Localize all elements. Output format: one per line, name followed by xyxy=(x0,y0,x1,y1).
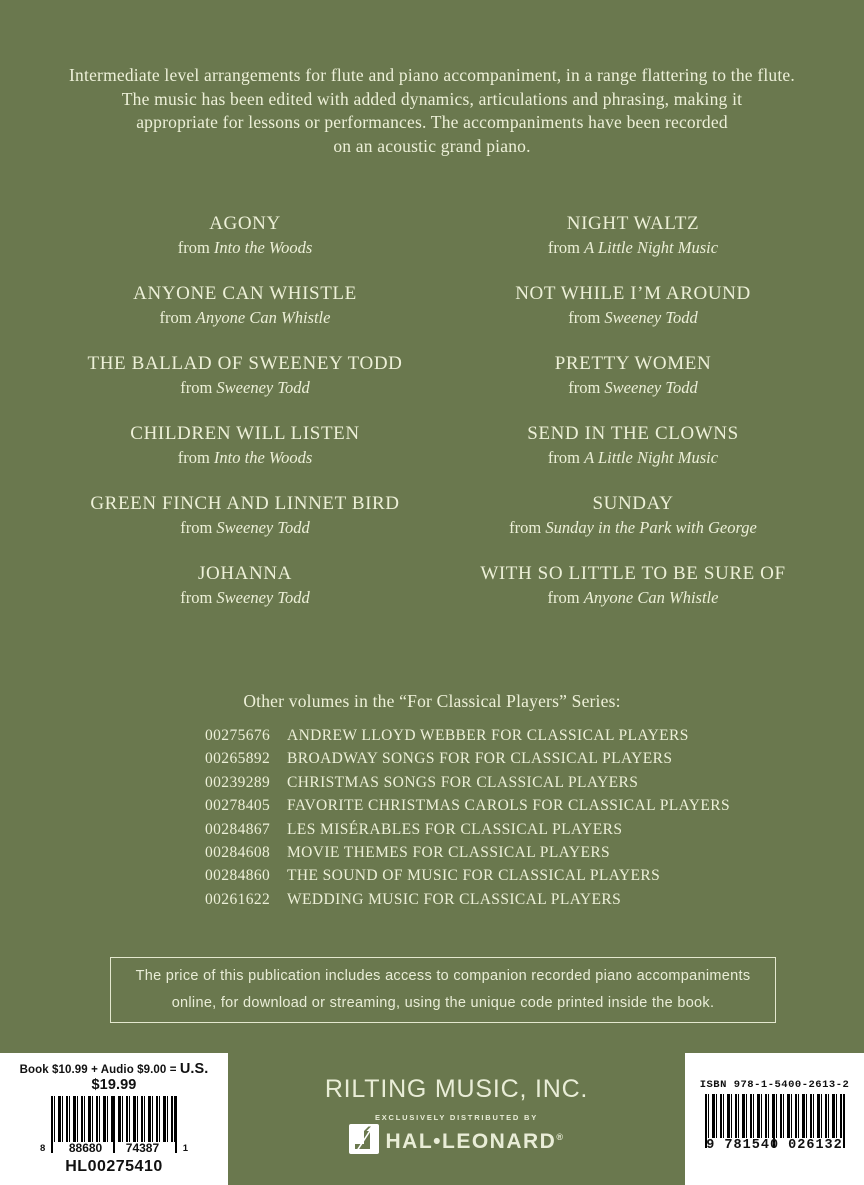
show-name: Sunday in the Park with George xyxy=(545,518,757,537)
song-title: ANYONE CAN WHISTLE xyxy=(133,283,357,304)
song-title: JOHANNA xyxy=(198,563,292,584)
series-title: WEDDING MUSIC FOR CLASSICAL PLAYERS xyxy=(287,890,622,908)
hl-catalog-number: HL00275410 xyxy=(65,1158,163,1175)
series-item xyxy=(205,747,864,770)
show-name: Sweeney Todd xyxy=(216,378,310,397)
show-name: Sweeney Todd xyxy=(216,588,310,607)
intro-line: on an acoustic grand piano. xyxy=(333,135,531,156)
song-item xyxy=(443,212,823,260)
song-list xyxy=(0,212,864,632)
isbn-label: ISBN 978-1-5400-2613-2 xyxy=(699,1079,850,1091)
song-source xyxy=(443,586,823,610)
song-source xyxy=(443,516,823,540)
series-title: FAVORITE CHRISTMAS CAROLS FOR CLASSICAL PLAYERS xyxy=(287,797,730,815)
notice-line: The price of this publication includes access to companion recorded piano accompaniments xyxy=(135,968,751,985)
from-label: from xyxy=(180,518,213,537)
series-title: ANDREW LLOYD WEBBER FOR CLASSICAL PLAYERS xyxy=(287,727,689,744)
publisher-name: RILTING MUSIC, INC. xyxy=(324,1075,589,1103)
upc-digits xyxy=(39,1141,189,1155)
upc-group: 74387 xyxy=(125,1141,160,1155)
from-label: from xyxy=(547,238,580,257)
song-source xyxy=(55,446,435,470)
price-label xyxy=(0,1061,228,1093)
from-label: from xyxy=(547,588,580,607)
price-total: U.S. $19.99 xyxy=(91,1061,209,1093)
show-name: Into the Woods xyxy=(213,238,313,257)
show-name: Anyone Can Whistle xyxy=(195,308,331,327)
song-title: GREEN FINCH AND LINNET BIRD xyxy=(90,493,400,514)
intro-line: Intermediate level arrangements for flute and piano accompaniment, in a range flattering to the flute. xyxy=(69,65,795,85)
series-code: 00284867 xyxy=(205,820,271,838)
series-title: BROADWAY SONGS FOR FOR CLASSICAL PLAYERS xyxy=(287,750,673,768)
hal-leonard-logo-icon xyxy=(349,1124,379,1159)
show-name: Sweeney Todd xyxy=(216,518,310,537)
song-list-left-column xyxy=(55,212,435,632)
song-source xyxy=(55,586,435,610)
series-title: THE SOUND OF MUSIC FOR CLASSICAL PLAYERS xyxy=(287,867,661,885)
series-item xyxy=(205,841,864,864)
distribution-label: EXCLUSIVELY DISTRIBUTED BY xyxy=(374,1113,539,1122)
from-label: from xyxy=(177,238,210,257)
series-code: 00265892 xyxy=(205,750,271,768)
series-item xyxy=(205,818,864,841)
from-label: from xyxy=(547,448,580,467)
song-item xyxy=(55,282,435,330)
from-label: from xyxy=(509,518,542,537)
series-item xyxy=(205,724,864,747)
show-name: Into the Woods xyxy=(213,448,313,467)
song-item xyxy=(55,422,435,470)
song-source xyxy=(55,376,435,400)
registered-mark: ® xyxy=(556,1131,565,1142)
intro-paragraph xyxy=(0,0,864,158)
upc-panel xyxy=(0,1053,228,1185)
intro-line: appropriate for lessons or performances. The accompaniments have been recorded xyxy=(136,112,728,132)
song-item xyxy=(55,212,435,260)
audio-access-notice xyxy=(110,957,776,1023)
series-heading: Other volumes in the “For Classical Players” Series: xyxy=(243,691,621,711)
isbn-digits: 9 781540 026132 xyxy=(706,1138,843,1153)
song-item xyxy=(443,562,823,610)
song-source xyxy=(55,516,435,540)
isbn-panel xyxy=(685,1053,864,1185)
song-source xyxy=(443,236,823,260)
song-source xyxy=(55,236,435,260)
song-item xyxy=(443,352,823,400)
series-item xyxy=(205,771,864,794)
other-volumes-section xyxy=(0,689,864,911)
upc-barcode xyxy=(39,1096,189,1155)
show-name: Sweeney Todd xyxy=(604,378,698,397)
song-title: AGONY xyxy=(209,213,281,234)
song-source xyxy=(443,376,823,400)
barcode-bars xyxy=(705,1094,845,1138)
song-item xyxy=(443,492,823,540)
series-code: 00278405 xyxy=(205,797,271,815)
series-title: CHRISTMAS SONGS FOR CLASSICAL PLAYERS xyxy=(287,773,639,791)
song-source xyxy=(55,306,435,330)
intro-line: The music has been edited with added dynamics, articulations and phrasing, making it xyxy=(121,88,743,109)
song-item xyxy=(443,422,823,470)
series-item xyxy=(205,864,864,887)
song-title: CHILDREN WILL LISTEN xyxy=(130,423,360,444)
song-title: SUNDAY xyxy=(592,493,674,514)
series-item xyxy=(205,794,864,817)
song-source xyxy=(443,306,823,330)
song-title: SEND IN THE CLOWNS xyxy=(527,423,739,444)
song-item xyxy=(55,352,435,400)
show-name: A Little Night Music xyxy=(584,238,719,257)
series-list xyxy=(205,724,864,911)
upc-left-digit: 8 xyxy=(40,1143,46,1154)
from-label: from xyxy=(180,378,213,397)
upc-right-digit: 1 xyxy=(182,1143,188,1154)
song-title: WITH SO LITTLE TO BE SURE OF xyxy=(480,563,786,584)
series-code: 00284608 xyxy=(205,844,271,862)
publisher-block xyxy=(228,1053,685,1185)
from-label: from xyxy=(180,588,213,607)
series-item xyxy=(205,888,864,911)
from-label: from xyxy=(159,308,192,327)
series-title: LES MISÉRABLES FOR CLASSICAL PLAYERS xyxy=(287,820,623,838)
hal-leonard-wordmark xyxy=(386,1130,565,1154)
notice-line: online, for download or streaming, using the unique code printed inside the book. xyxy=(171,994,715,1011)
isbn-barcode xyxy=(697,1094,853,1138)
song-title: THE BALLAD OF SWEENEY TODD xyxy=(87,353,403,374)
show-name: A Little Night Music xyxy=(584,448,719,467)
song-list-right-column xyxy=(443,212,823,632)
series-code: 00239289 xyxy=(205,773,271,791)
series-code: 00284860 xyxy=(205,867,271,885)
hal-leonard-text: HAL•LEONARD xyxy=(385,1129,557,1153)
series-code: 00275676 xyxy=(205,727,271,744)
price-breakdown: Book $10.99 + Audio $9.00 = xyxy=(19,1064,180,1076)
upc-group: 88680 xyxy=(68,1141,103,1155)
song-item xyxy=(55,562,435,610)
song-item xyxy=(55,492,435,540)
from-label: from xyxy=(568,308,601,327)
series-code: 00261622 xyxy=(205,890,271,908)
from-label: from xyxy=(177,448,210,467)
song-title: NIGHT WALTZ xyxy=(566,213,700,234)
hal-leonard-row xyxy=(228,1124,685,1159)
series-title: MOVIE THEMES FOR CLASSICAL PLAYERS xyxy=(287,844,611,862)
from-label: from xyxy=(568,378,601,397)
song-title: NOT WHILE I’M AROUND xyxy=(515,283,751,304)
song-title: PRETTY WOMEN xyxy=(554,353,712,374)
song-item xyxy=(443,282,823,330)
footer-strip xyxy=(0,1053,864,1185)
show-name: Sweeney Todd xyxy=(604,308,698,327)
show-name: Anyone Can Whistle xyxy=(583,588,719,607)
song-source xyxy=(443,446,823,470)
